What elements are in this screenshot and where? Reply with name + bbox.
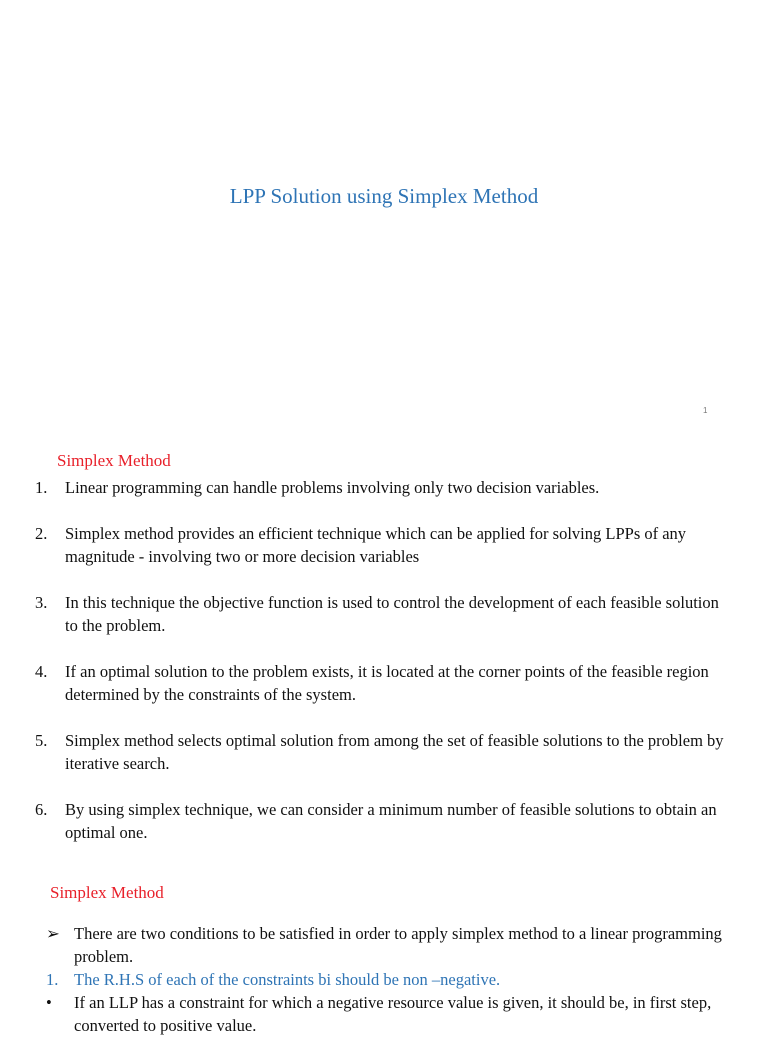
list-number: 1. [35,478,48,497]
list-item-text: If an optimal solution to the problem exists, it is located at the corner points of the feasible region determined by the constraints of the system. [65,662,709,704]
list-item-text: Linear programming can handle problems involving only two decision variables. [65,478,600,497]
list-item [0,591,768,637]
page-number: 1 [703,406,708,415]
numbered-list [0,476,768,867]
slide-title: LPP Solution using Simplex Method [229,184,539,208]
slide-heading: Simplex Method [57,451,171,470]
list-item [0,729,768,775]
list-number: 5. [35,731,48,750]
arrow-bullet-item [0,922,768,968]
list-number: 2. [35,524,48,543]
slide-heading: Simplex Method [50,883,164,902]
list-item [0,660,768,706]
arrow-bullet-icon: ➢ [46,924,60,943]
list-number: 3. [35,593,48,612]
condition-text: The R.H.S of each of the constraints bi should be non –negative. [74,970,501,989]
list-item [0,798,768,844]
list-number: 4. [35,662,48,681]
list-number: 6. [35,800,48,819]
simplex-conditions-slide [0,860,768,1035]
list-item-text: By using simplex technique, we can consider a minimum number of feasible solutions to obtain an optimal one. [65,800,717,842]
condition-number: 1. [46,970,59,989]
simplex-method-slide [0,430,768,860]
dot-bullet-item [0,991,768,1037]
list-item-text: Simplex method selects optimal solution from among the set of feasible solutions to the problem by iterative search. [65,731,724,773]
condition-item [0,968,768,991]
title-slide [0,0,768,430]
list-item-text: Simplex method provides an efficient technique which can be applied for solving LPPs of any magnitude - involving two or more decision variables [65,524,687,566]
list-item-text: In this technique the objective function is used to control the development of each feasible solution to the problem. [65,593,719,635]
list-item [0,522,768,568]
arrow-bullet-text: There are two conditions to be satisfied in order to apply simplex method to a linear programming problem. [74,924,722,966]
bullet-dot-icon: • [46,993,52,1012]
list-item [0,476,768,499]
dot-bullet-text: If an LLP has a constraint for which a negative resource value is given, it should be, in first step, converted to positive value. [74,993,712,1035]
conditions-list [0,922,768,1037]
